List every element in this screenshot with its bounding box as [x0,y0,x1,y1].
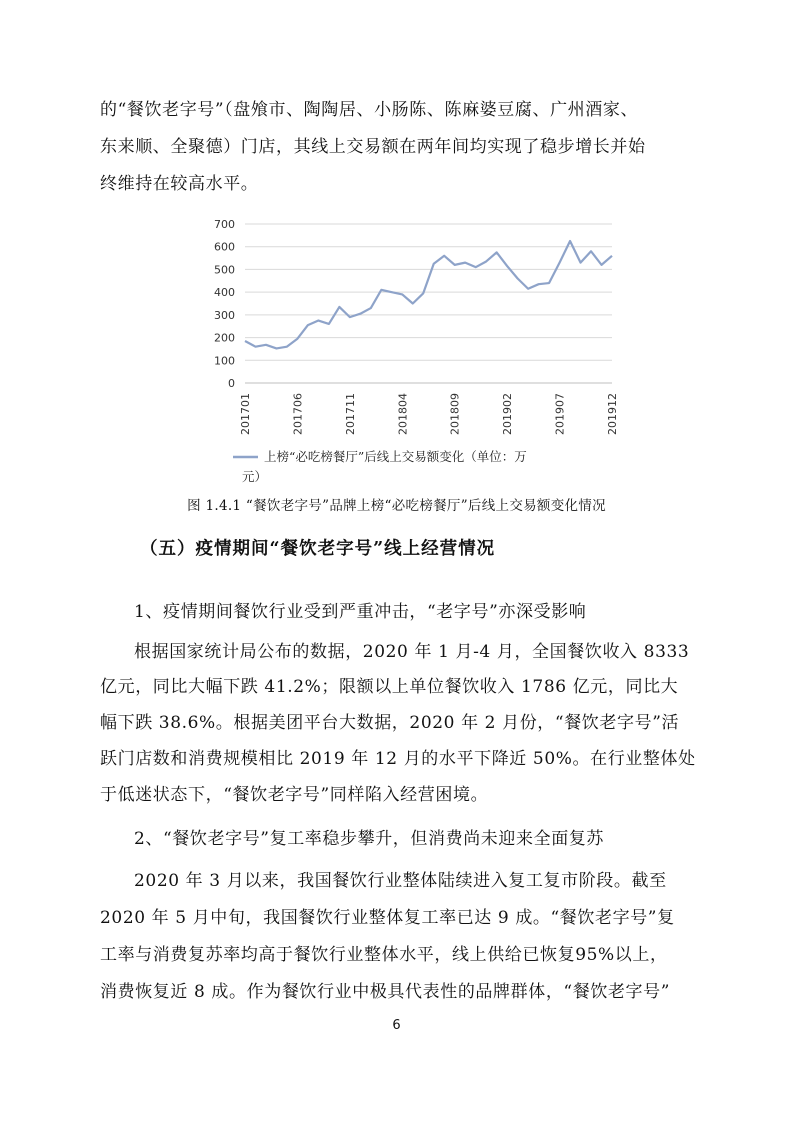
intro-line-1: 的“餐饮老字号”（盘飧市、陶陶居、小肠陈、陈麻婆豆腐、广州酒家、 [100,100,639,120]
intro-line-2: 东来顺、全聚德）门店，其线上交易额在两年间均实现了稳步增长并始 [100,137,646,157]
para1-line-5: 于低迷状态下，“餐饮老字号”同样陷入经营困境。 [100,785,489,805]
subheading-2: 2、“餐饮老字号”复工率稳步攀升，但消费尚未迎来全面复苏 [134,829,604,849]
data-points [245,241,612,348]
y-tick-label: 700 [214,218,235,231]
y-tick-label: 0 [228,377,235,390]
chart-grid [245,224,612,383]
x-axis-ticks [239,393,619,435]
x-tick-label: 201701 [239,393,252,435]
para1-line-3: 幅下跌 38.6%。根据美团平台大数据，2020 年 2 月份，“餐饮老字号”活 [100,713,680,733]
y-tick-label: 300 [214,308,235,322]
x-tick-label: 201706 [291,393,305,435]
y-tick-label: 500 [214,263,235,277]
para2-line-2: 2020 年 5 月中旬，我国餐饮行业整体复工率已达 9 成。“餐饮老字号”复 [100,908,675,928]
subheading-1: 1、疫情期间餐饮行业受到严重冲击，“老字号”亦深受影响 [134,602,587,622]
legend-label-line-2: 元） [242,469,268,484]
section-heading: （五）疫情期间“餐饮老字号”线上经营情况 [140,539,496,559]
page-number: 6 [392,1018,401,1033]
x-tick-label: 201711 [343,393,357,435]
para2-line-1: 2020 年 3 月以来，我国餐饮行业整体陆续进入复工复市阶段。截至 [134,871,667,891]
x-tick-label: 201809 [448,393,462,435]
para1-line-1: 根据国家统计局公布的数据，2020 年 1 月-4 月，全国餐饮收入 8333 [134,642,690,662]
para2-line-3: 工率与消费复苏率均高于餐饮行业整体水平，线上供给已恢复95%以上， [100,945,668,965]
intro-line-3: 终维持在较高水平。 [100,174,259,194]
x-tick-label: 201912 [606,393,619,435]
x-tick-label: 201804 [396,393,410,435]
figure-caption: 图 1.4.1 “餐饮老字号”品牌上榜“必吃榜餐厅”后线上交易额变化情况 [187,498,606,514]
y-tick-label: 200 [214,331,235,345]
legend-label-line-1: 上榜“必吃榜餐厅”后线上交易额变化（单位：万 [264,449,527,464]
line-chart [200,210,620,485]
series-line [245,241,612,348]
y-tick-label: 100 [214,354,235,368]
para1-line-4: 跃门店数和消费规模相比 2019 年 12 月的水平下降近 50%。在行业整体处 [100,749,696,769]
y-tick-label: 600 [214,240,235,254]
y-axis-ticks [214,218,235,390]
para1-line-2: 亿元，同比大幅下跌 41.2%；限额以上单位餐饮收入 1786 亿元，同比大 [100,677,679,697]
x-tick-label: 201902 [501,393,515,435]
x-tick-label: 201907 [553,393,567,435]
para2-line-4: 消费恢复近 8 成。作为餐饮行业中极具代表性的品牌群体，“餐饮老字号” [100,982,671,1002]
y-tick-label: 400 [214,286,235,300]
